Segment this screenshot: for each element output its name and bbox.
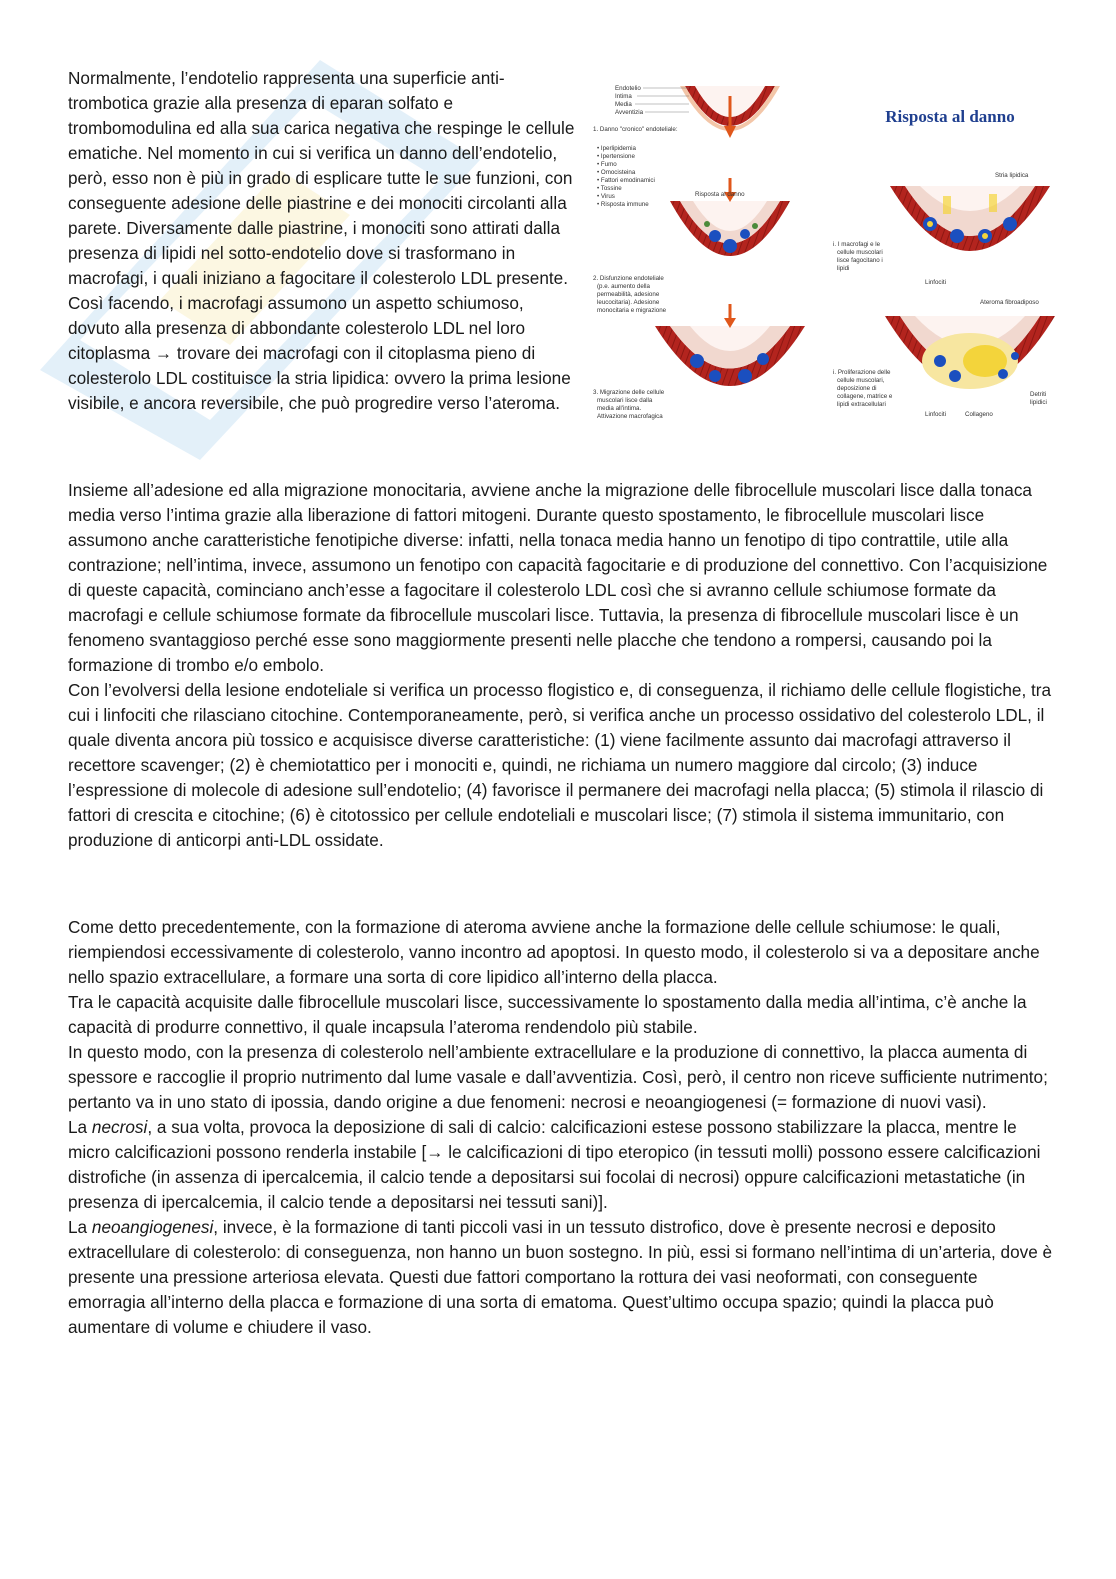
text-run: La: [68, 1117, 92, 1137]
paragraph: Insieme all’adesione ed alla migrazione monocitaria, avviene anche la migrazione delle fibrocellule muscolari lisce dalla tonaca media verso l’intima grazie alla liberazione di fattori mitogeni. Durante questo spostamento, le fibrocellule muscolari lisce assumono anche caratteristiche fenotipiche diverse: infatti, nella tonaca media hanno un fenotipo di tipo contrattile, utile alla contrazione; nell’intima, invece, assumono un fenotipo con capacità fagocitarie e di produzione del connettivo. Con l’acquisizione di queste capacità, cominciano anch’esse a fagocitare il colesterolo LDL così che si avranno cellule schiumose formate da macrofagi e cellule schiumose formate da fibrocellule muscolari lisce. Tuttavia, la presenza di fibrocellule muscolari lisce è un fenomeno svantaggioso perché esse sono maggiormente presenti nelle placche che tendono a rompersi, causando poi la formazione di trombo e/o embolo.: [68, 480, 1048, 675]
label-ateroma-fibroadiposo: Ateroma fibroadiposo: [980, 299, 1039, 306]
stage5-line: collagene, matrice e: [837, 393, 893, 400]
vessel-stage-3: [655, 304, 805, 386]
stage1-item: • Ipertensione: [597, 153, 635, 160]
stage5-caption: [833, 369, 893, 408]
stage2-line: permeabilità, adesione: [597, 291, 660, 298]
stage5-line: lipidi extracellulari: [837, 401, 886, 408]
text-run: La: [68, 1217, 92, 1237]
paragraph: Con l’evolversi della lesione endoteliale si verifica un processo flogistico e, di conseguenza, il richiamo delle cellule flogistiche, tra cui i linfociti che rilasciano citochine. Contemporaneamente, però, si verifica anche un processo ossidativo del colesterolo LDL, il quale diventa ancora più tossico e acquisisce diverse caratteristiche: (1) viene facilmente assunto dai macrofagi attraverso il recettore scavenger; (2) è chemiotattico per i monociti e, quindi, ne richiama un numero maggiore dal circolo; (3) induce l’espressione di molecole di adesione sull’endotelio; (4) favorisce il permanere dei macrofagi nella placca; (5) stimola il rilascio di fattori di crescita e citochine; (6) è citotossico per cellule endoteliali e muscolari lisce; (7) stimola il sistema immunitario, con produzione di anticorpi anti-LDL ossidate.: [68, 680, 1052, 850]
figure-risposta-al-danno: [585, 76, 1061, 426]
stage1-item: • Virus: [597, 193, 615, 200]
figure-title: Risposta al danno: [885, 107, 1015, 126]
term-necrosi: necrosi: [91, 1117, 148, 1137]
stage3-line: 3. Migrazione delle cellule: [593, 389, 665, 396]
stage3-caption: [593, 389, 665, 420]
stage2-line: 2. Disfunzione endoteliale: [593, 275, 664, 282]
stage5-line: deposizione di: [837, 385, 877, 392]
stage4-line: lisce fagocitano i: [837, 257, 883, 264]
text-run: , invece, è la formazione di tanti piccoli vasi in un tessuto distrofico, dove è presente necrosi e deposito extracellulare di colesterolo: di conseguenza, non hanno un buon sostegno. In più, essi si formano nell’intima di un’arteria, dove è presente una pressione arteriosa elevata. Questi due fattori comportano la rottura dei vasi neoformati, con conseguente emorragia all’interno della placca e formazione di una sorta di ematoma. Quest’ultimo occupa spazio; quindi la placca può aumentare di volume e chiudere il vaso.: [68, 1217, 1053, 1337]
label-stage1: 1. Danno "cronico" endoteliale:: [593, 126, 678, 133]
body-section-1: [68, 478, 1058, 853]
label-linfociti: Linfociti: [925, 279, 946, 286]
paragraph: Come detto precedentemente, con la formazione di ateroma avviene anche la formazione delle cellule schiumose: le quali, riempiendosi eccessivamente di colesterolo, vanno incontro ad apoptosi. In questo modo, il colesterolo si va a depositare anche nello spazio extracellulare, a formare una sorta di core lipidico all’interno della placca.: [68, 917, 1040, 987]
label-endotelio: Endotelio: [615, 85, 641, 92]
stage3-line: media all'intima.: [597, 405, 642, 412]
term-neoangiogenesi: neoangiogenesi: [91, 1217, 214, 1237]
vessel-stage-1: [680, 86, 780, 138]
stage3-line: Attivazione macrofagica: [597, 413, 663, 420]
stage1-item: • Fattori emodinamici: [597, 177, 655, 184]
body-section-2: [68, 915, 1058, 1340]
stage4-line: lipidi: [837, 265, 850, 272]
label-linfociti-2: Linfociti: [925, 411, 946, 418]
atherosclerosis-diagram: [585, 76, 1061, 426]
stage4-line: i. I macrofagi e le: [833, 241, 881, 248]
stage4-line: cellule muscolari: [837, 249, 883, 256]
stage1-item: • Iperlipidemia: [597, 145, 636, 152]
vessel-stage-2: [670, 178, 790, 256]
stage2-line: (p.e. aumento della: [597, 283, 650, 290]
stage2-line: leucocitaria). Adesione: [597, 299, 660, 306]
vessel-ateroma: [885, 316, 1055, 389]
stage1-item: • Omocisteina: [597, 169, 636, 176]
paragraph-neoangiogenesi: [68, 1215, 1058, 1340]
stage2-caption: [593, 275, 667, 314]
label-risposta-al-danno: Risposta al danno: [695, 191, 745, 198]
label-avventizia: Avventizia: [615, 109, 644, 116]
label-stria-lipidica: Stria lipidica: [995, 172, 1029, 179]
intro-paragraph: [68, 66, 578, 416]
stage5-line: i. Proliferazione delle: [833, 369, 891, 376]
paragraph: Tra le capacità acquisite dalle fibrocellule muscolari lisce, successivamente lo spostamento dalla media all’intima, c’è anche la capacità di produrre connettivo, il quale incapsula l’ateroma rendendolo più stabile.: [68, 992, 1027, 1037]
text-run: , a sua volta, provoca la deposizione di sali di calcio: calcificazioni estese possono stabilizzare la placca, mentre le micro calcificazioni possono renderla instabile [→ le calcificazioni di tipo eteropico (in tessuti molli) possono essere calcificazioni distrofiche (in assenza di ipercalcemia, il calcio tende a depositarsi sui focolai di necrosi) oppure calcificazioni metastatiche (in presenza di ipercalcemia, il calcio tende a depositarsi nei tessuti sani)].: [68, 1117, 1041, 1212]
stage4-caption: [833, 241, 883, 272]
label-lipidici: lipidici: [1030, 399, 1047, 406]
label-intima: Intima: [615, 93, 632, 100]
stage1-list: [597, 145, 655, 208]
stage1-item: • Tossine: [597, 185, 622, 192]
stage5-line: cellule muscolari,: [837, 377, 885, 384]
vessel-stria-lipidica: [890, 186, 1050, 251]
paragraph: In questo modo, con la presenza di colesterolo nell’ambiente extracellulare e la produzione di connettivo, la placca aumenta di spessore e raccoglie il proprio nutrimento dal lume vasale e dall’avventizia. Così, però, il centro non riceve sufficiente nutrimento; pertanto va in uno stato di ipossia, dando origine a due fenomeni: necrosi e neoangiogenesi (= formazione di nuovi vasi).: [68, 1042, 1048, 1112]
label-detriti: Detriti: [1030, 391, 1047, 398]
stage1-item: • Risposta immune: [597, 201, 649, 208]
intro-text: Normalmente, l’endotelio rappresenta una superficie anti-trombotica grazie alla presenza di eparan solfato e trombomodulina ed alla sua carica negativa che respinge le cellule ematiche. Nel momento in cui si verifica un danno dell’endotelio, però, esso non è più in grado di esplicare tutte le sue funzioni, con conseguente adesione delle piastrine e dei monociti circolanti alla parete. Diversamente dalle piastrine, i monociti sono attirati dalla presenza di lipidi nel sotto-endotelio dove si trasformano in macrofagi, i quali iniziano a fagocitare il colesterolo LDL presente. Così facendo, i macrofagi assumono un aspetto schiumoso, dovuto alla presenza di abbondante colesterolo LDL nel loro citoplasma → trovare dei macrofagi con il citoplasma pieno di colesterolo LDL costituisce la stria lipidica: ovvero la prima lesione visibile, e ancora reversibile, che può progredire verso l’ateroma.: [68, 68, 575, 413]
label-media: Media: [615, 101, 632, 108]
stage2-line: monocitaria e migrazione: [597, 307, 667, 314]
stage3-line: muscolari lisce dalla: [597, 397, 653, 404]
paragraph-necrosi: [68, 1115, 1058, 1215]
stage1-item: • Fumo: [597, 161, 617, 168]
label-collagene: Collageno: [965, 411, 993, 418]
